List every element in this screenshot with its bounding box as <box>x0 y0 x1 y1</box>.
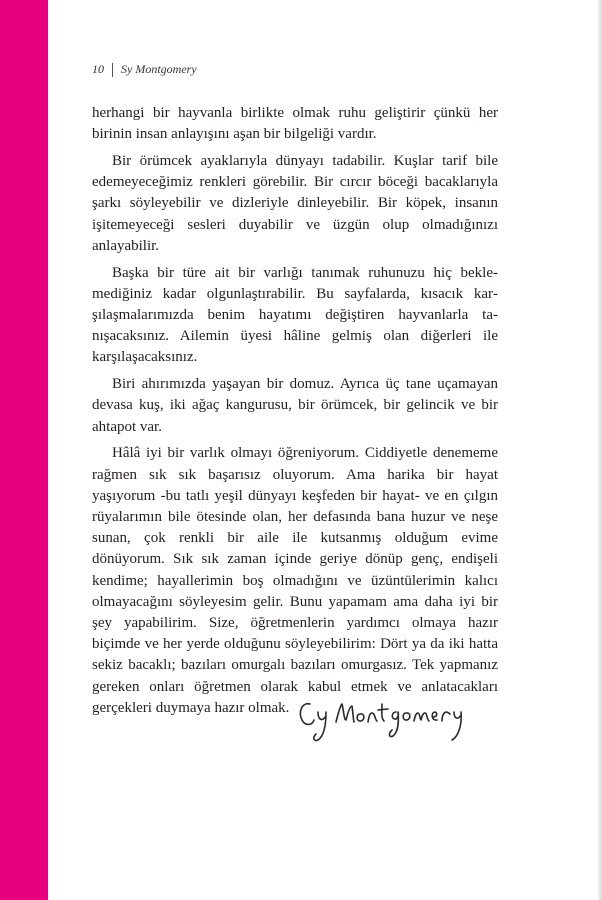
paragraph-4: Biri ahırımızda yaşayan bir domuz. Ayrıca üç tane uçamayan devasa kuş, iki ağaç kangurusu, bir örümcek, bir gelincik ve bir ahtapot var. <box>92 376 498 435</box>
page-number: 10 <box>92 62 104 76</box>
paragraph-5: Hâlâ iyi bir varlık olmayı öğreniyorum. Ciddiyetle denememe rağmen sık sık başarısız oluyorum. Ama harika bir hayat yaşıyorum -bu tatlı yeşil dünyayı keşfeden bir hayat- ve en çılgın rüyalarımın bile ötesinde olan, her defasında bana huzur ve neşe sunan, çok renkli bir aile ile kutsanmış olduğum evime dönüyorum. Sık sık zaman içinde geriye dönüp genç, endişeli kendime; hayallerimin boş olmadığını ve üzüntülerimin kalıcı olmayacağını söyleyesim gelir. Bunu yapamam ama daha iyi bir şey yapabilirim. Size, öğretmenlerin yardımcı olmaya hazır biçimde ve her yerde olduğunu söyleyebilirim: Dört ya da iki hatta sekiz bacaklı; bazıları omurgalı bazıları omurgasız. Tek yapmanız gereken onları öğretmen olarak kabul etmek ve anlatacakları gerçekleri duymaya hazır olmak. <box>92 445 498 716</box>
paragraph-2: Bir örümcek ayaklarıyla dünyayı tadabilir. Kuşlar tarif bile edemeyeceğimiz renkleri görebilir. Bir cırcır böceği bacaklarıyla şarkı söyleyebilir ve dizleriyle dinleyebilir. Bir köpek, insanın işitemeyeceği sesleri duyabilir ve üzgün olup olmadığınızı anlayabilir. <box>92 153 498 254</box>
author-name: Sy Montgomery <box>121 62 197 76</box>
magenta-edge-strip <box>0 0 48 900</box>
body-text <box>92 103 498 725</box>
running-header <box>92 62 197 77</box>
page-edge-shadow <box>598 0 602 900</box>
paragraph-1: herhangi bir hayvanla birlikte olmak ruhu geliştirir çünkü her birinin insan anlayışını aşan bir bilgeliği vardır. <box>92 105 498 143</box>
header-separator <box>112 63 113 77</box>
paragraph-3: Başka bir türe ait bir varlığı tanımak ruhunuzu hiç beklemediğiniz kadar olgunlaştırabilir. Bu sayfalarda, kısacık karşılaşmalarımızda benim hayatımı değiştiren hayvanlarla tanışacaksınız. Ailemin üyesi hâline gelmiş olan diğerleri ile karşılaşacaksınız. <box>92 264 498 366</box>
author-signature <box>296 690 478 748</box>
